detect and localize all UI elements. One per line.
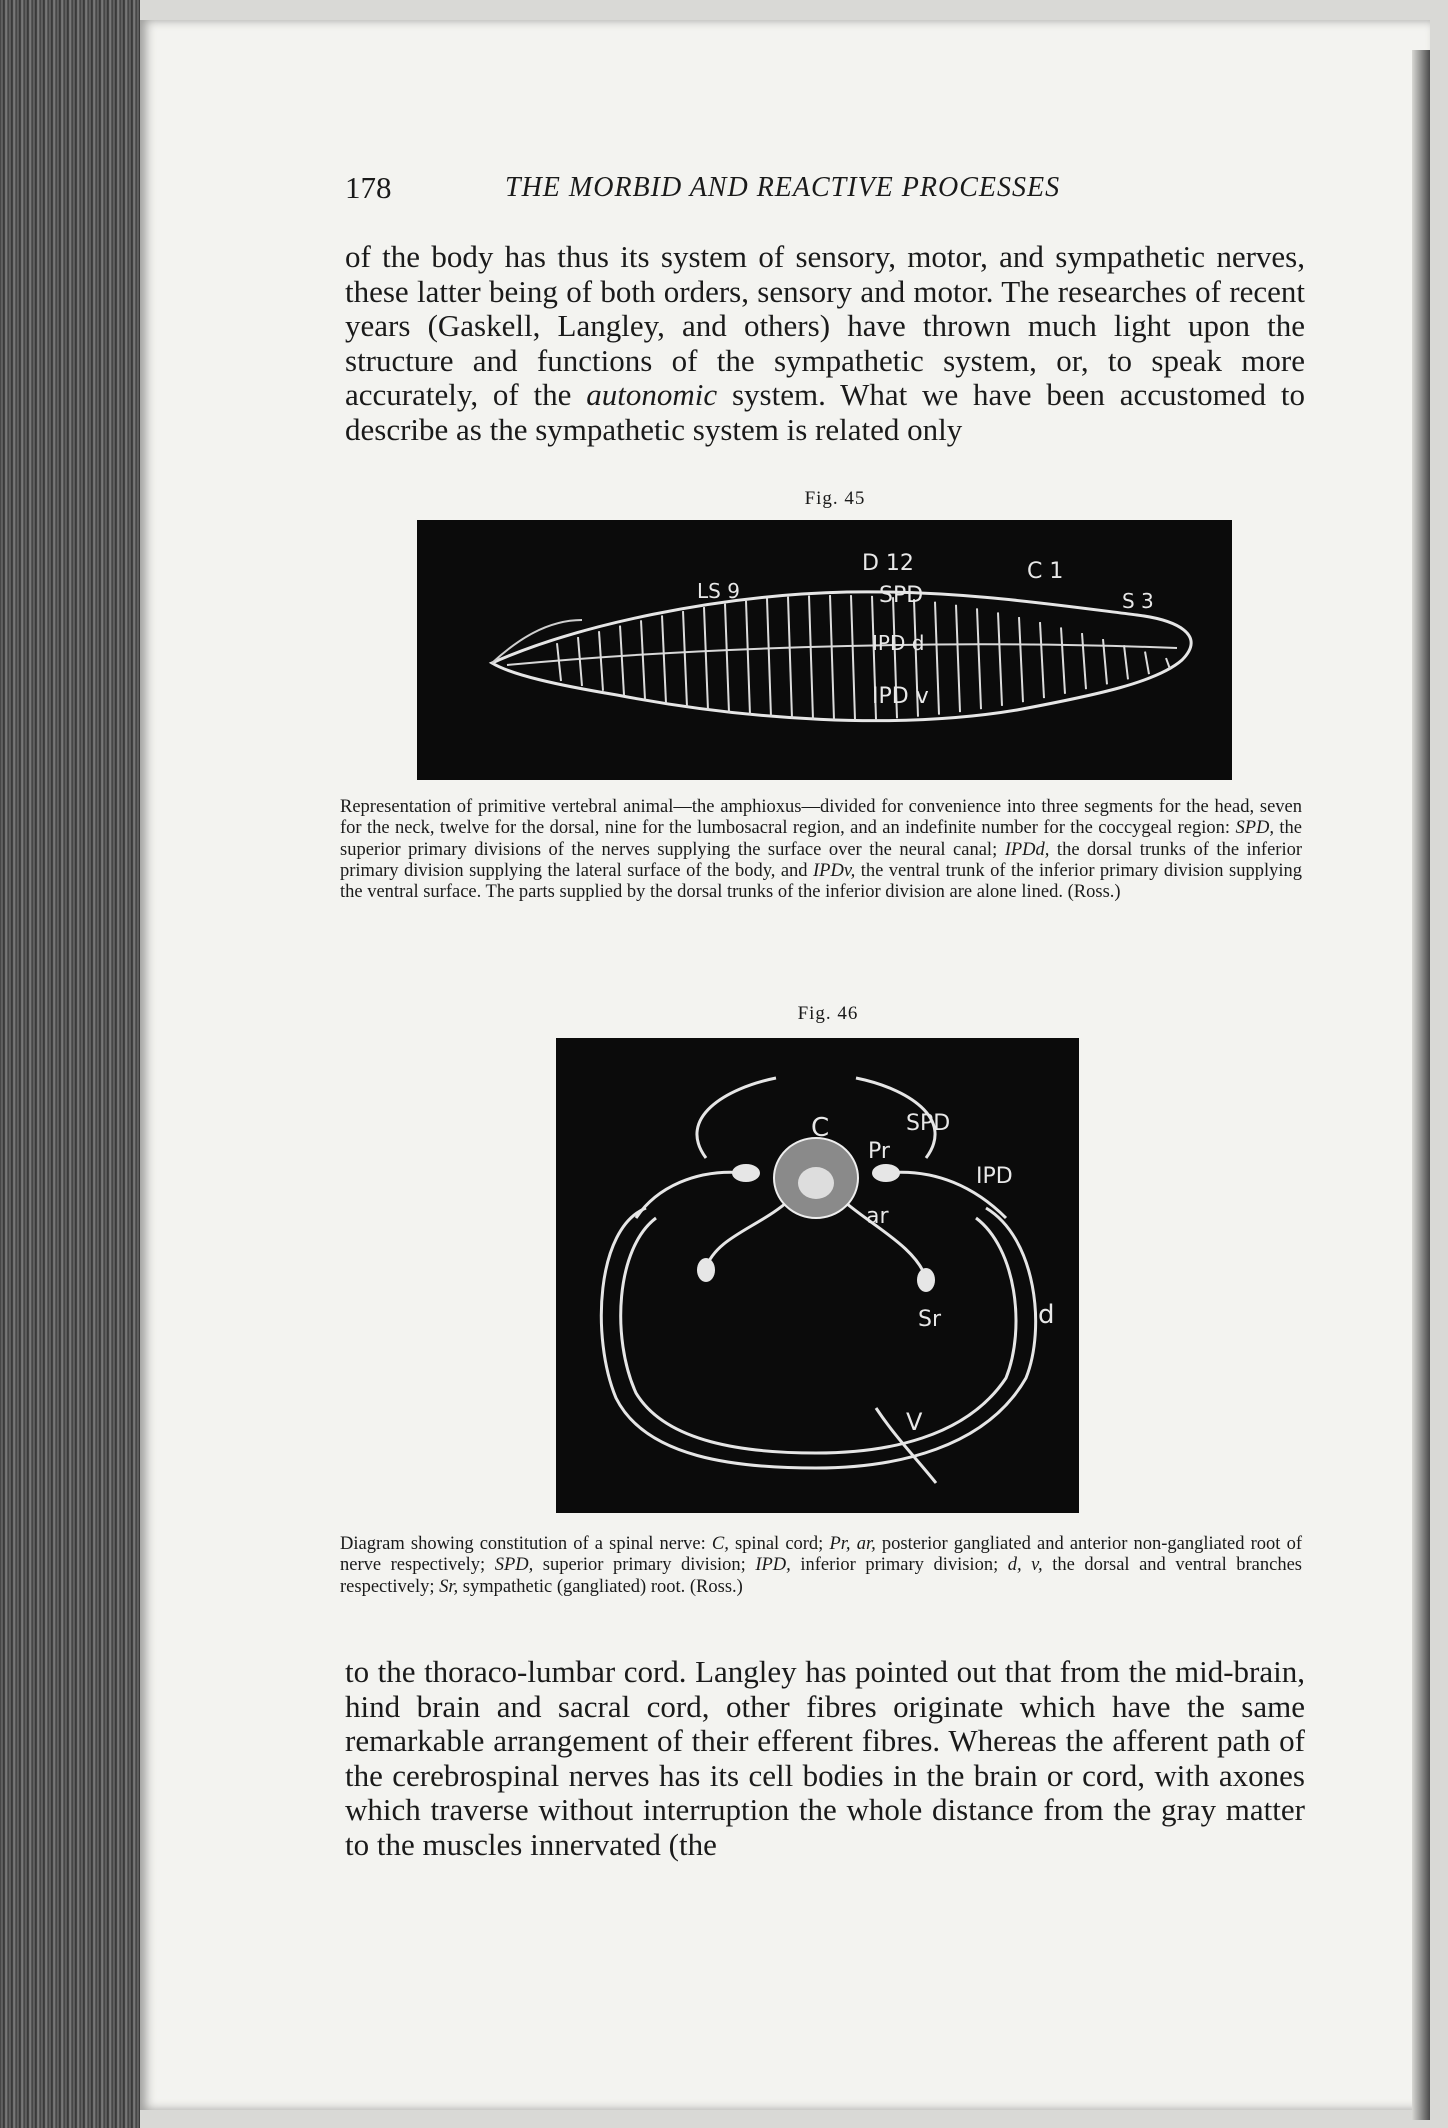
fig46-caption-italic-6: Sr, xyxy=(439,1576,459,1597)
segment-line xyxy=(746,601,750,716)
figure-46-image xyxy=(556,1038,1079,1513)
gray-matter xyxy=(798,1167,834,1199)
segment-line xyxy=(935,602,939,715)
label-ipd: IPD xyxy=(976,1164,1013,1189)
segment-line xyxy=(851,595,855,720)
segment-line xyxy=(1082,633,1086,689)
label-ipdd: IPD d xyxy=(872,631,925,655)
segment-line xyxy=(725,604,729,713)
ganglion-left xyxy=(732,1164,760,1182)
label-d12: D 12 xyxy=(862,551,914,576)
ganglion-right xyxy=(872,1164,900,1182)
segment-line xyxy=(1061,627,1065,693)
body-wall-outline xyxy=(601,1208,1035,1468)
fig46-caption-italic-1: C, xyxy=(711,1534,729,1554)
label-ipdv: IPD v xyxy=(872,684,929,709)
segment-line xyxy=(809,596,813,720)
segment-line xyxy=(767,598,771,717)
amphioxus-body-outline xyxy=(492,592,1191,721)
label-v: V xyxy=(906,1408,923,1436)
label-ls9: LS 9 xyxy=(697,579,740,603)
segment-line xyxy=(1166,658,1170,669)
segment-line xyxy=(998,612,1002,705)
amphioxus-midline xyxy=(507,644,1177,665)
segment-line xyxy=(956,605,960,712)
segment-line xyxy=(1040,622,1044,698)
spinal-nerve-diagram xyxy=(556,1038,1079,1513)
amphioxus-diagram xyxy=(417,520,1232,780)
label-pr: Pr xyxy=(868,1139,890,1164)
segment-line xyxy=(578,637,582,686)
sympathetic-ganglion xyxy=(917,1268,935,1292)
fig46-caption-part-2: spinal cord; xyxy=(728,1534,830,1554)
fig46-caption-italic-4: IPD, xyxy=(755,1555,791,1576)
fig45-caption-italic-1: SPD, xyxy=(1235,818,1274,839)
segment-line xyxy=(830,595,834,720)
label-c: C xyxy=(811,1113,830,1143)
figure-46-caption xyxy=(340,1534,1302,1598)
fig46-caption-part-1: Diagram showing constitution of a spinal nerve: xyxy=(340,1534,712,1554)
fig46-caption-italic-2: Pr, ar, xyxy=(829,1534,876,1554)
book-page-edges xyxy=(0,0,140,2128)
fig46-caption-part-6: the dorsal and ventral branches respectively; xyxy=(340,1555,1302,1597)
segment-line xyxy=(662,615,666,703)
segment-line xyxy=(641,620,645,699)
segment-line xyxy=(1124,645,1128,679)
sympathetic-ganglion-left xyxy=(697,1258,715,1282)
label-s3: S 3 xyxy=(1122,589,1154,613)
segment-line xyxy=(704,607,708,710)
segment-line xyxy=(557,643,561,681)
page-gutter-shadow xyxy=(1412,50,1430,2120)
label-d: d xyxy=(1038,1300,1055,1330)
spd-branch-left xyxy=(697,1078,776,1158)
paragraph-top-text-2: system. What we have been accustomed to describe as the sympathetic system is related only xyxy=(345,377,1305,447)
paragraph-top-italic: autonomic xyxy=(586,377,718,412)
inner-body-outline xyxy=(621,1218,1016,1453)
segment-line xyxy=(620,626,624,696)
segment-line xyxy=(788,597,792,719)
paragraph-bottom: to the thoraco-lumbar cord. Langley has pointed out that from the mid-brain, hind brain and sacral cord, other fibres originate which have the same remarkable arrangement of their efferent fibres. Whereas the afferent path of the cerebrospinal nerves has its cell bodies in the brain or cord, with axones which traverse without interruption the whole distance from the gray matter to the muscles innervated (the xyxy=(345,1654,1305,1862)
running-head: THE MORBID AND REACTIVE PROCESSES xyxy=(505,172,1061,203)
label-spd: SPD xyxy=(879,583,924,608)
segment-line xyxy=(977,608,981,709)
ipd-branch-left xyxy=(636,1172,746,1218)
label-sr: Sr xyxy=(918,1307,942,1332)
segment-line xyxy=(1145,652,1149,675)
segment-line xyxy=(683,611,687,707)
segment-line xyxy=(599,631,603,691)
segment-line xyxy=(1019,617,1023,702)
fig46-caption-part-5: inferior primary division; xyxy=(790,1555,1008,1576)
fig46-caption-part-3: posterior gangliated and anterior non-gangliated root of nerve respectively; xyxy=(340,1534,1302,1576)
fig46-caption-part-4: superior primary division; xyxy=(533,1555,756,1576)
fig46-caption-italic-3: SPD, xyxy=(494,1555,534,1576)
label-spd: SPD xyxy=(906,1111,951,1136)
page-number: 178 xyxy=(345,170,392,205)
paragraph-top xyxy=(345,240,1305,447)
sympathetic-root-left xyxy=(706,1203,786,1268)
figure-45-label: Fig. 45 xyxy=(804,488,866,509)
paragraph-top-text-1: of the body has thus its system of sensory, motor, and sympathetic nerves, these latter being of both orders, sensory and motor. The researches of recent years (Gaskell, Langley, and others) have thrown much light upon the structure and functions of the sympathetic system, or, to speak more accurately, of the xyxy=(345,239,1305,412)
label-c1: C 1 xyxy=(1027,559,1064,584)
fig45-caption-italic-3: IPDv, xyxy=(813,860,856,881)
fig46-caption-italic-5: d, v, xyxy=(1007,1555,1043,1576)
fig45-caption-part-2: the superior primary divisions of the nerves supplying the surface over the neural canal; xyxy=(340,818,1302,860)
page-header xyxy=(345,170,1305,210)
figure-46-label: Fig. 46 xyxy=(797,1003,859,1024)
fig45-caption-part-1: Representation of primitive vertebral animal—the amphioxus—divided for convenience into three segments for the head, seven for the neck, twelve for the dorsal, nine for the lumbosacral region, and an indefinite number for the coccygeal region: xyxy=(340,797,1302,839)
fig45-caption-italic-2: IPDd, xyxy=(1004,839,1050,860)
fig46-caption-part-7: sympathetic (gangliated) root. (Ross.) xyxy=(458,1576,743,1597)
figure-45-caption xyxy=(340,797,1302,903)
figure-45-image xyxy=(417,520,1232,780)
fig45-caption-part-3: the dorsal trunks of the inferior primary division supplying the lateral surface of the body, and xyxy=(340,839,1303,881)
fig45-caption-part-4: the ventral trunk of the inferior primary division supplying the ventral surface. The parts supplied by the dorsal trunks of the inferior division are alone lined. (Ross.) xyxy=(340,860,1302,903)
label-ar: ar xyxy=(866,1204,889,1229)
